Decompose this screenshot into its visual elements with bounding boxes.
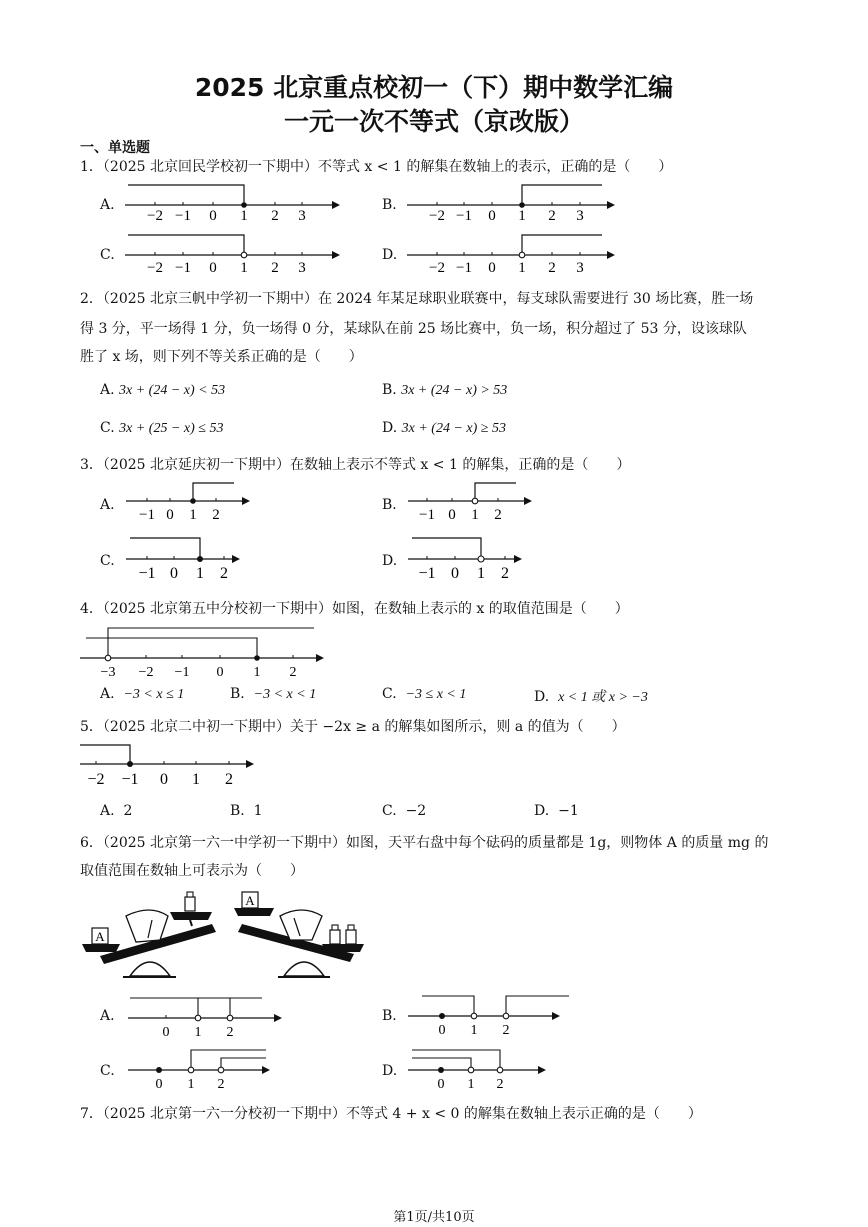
tick-label: −1	[175, 208, 191, 222]
tick-label: 1	[253, 665, 261, 680]
tick-label: 0	[209, 208, 217, 222]
question-4-text: 4．（2025 北京第五中分校初一下期中）如图，在数轴上表示的 x 的取值范围是（ ）	[80, 601, 629, 617]
tick-label: −2	[429, 260, 445, 274]
tick-label: 0	[216, 665, 224, 680]
tick-label: 0	[438, 1023, 446, 1038]
q1-option-b-label: B.	[382, 197, 397, 213]
option-expression: 2	[123, 803, 133, 819]
q3-number-line-c	[122, 533, 252, 581]
tick-label: 2	[217, 1077, 225, 1092]
tick-label: 2	[271, 260, 279, 274]
tick-label: 0	[166, 507, 174, 522]
q1-number-line-a	[120, 182, 340, 222]
tick-label: 3	[298, 260, 306, 274]
tick-label: 2	[271, 208, 279, 222]
q3-option-b-label: B.	[382, 497, 397, 513]
tick-label: 0	[155, 1077, 163, 1092]
option-expression: −3 < x < 1	[253, 687, 317, 702]
option-expression: 1	[253, 803, 263, 819]
tick-label: 0	[209, 260, 217, 274]
tick-label: −1	[456, 260, 472, 274]
option-label: D.	[382, 420, 398, 436]
option-expression: 3x + (24 − x) < 53	[119, 383, 226, 398]
tick-label: 1	[240, 208, 248, 222]
q1-number-line-b	[402, 182, 617, 222]
weight-icon	[185, 897, 195, 911]
tick-label: 2	[226, 1025, 234, 1040]
tick-label: 3	[298, 208, 306, 222]
tick-label: 2	[501, 565, 509, 581]
tick-label: 0	[162, 1025, 170, 1040]
tick-label: 1	[518, 208, 526, 222]
tick-label: 0	[488, 208, 496, 222]
option-expression: x < 1 或 x > −3	[558, 690, 648, 705]
q5-option-a	[100, 803, 132, 819]
tick-label: −2	[138, 665, 154, 680]
tick-label: 0	[437, 1077, 445, 1092]
q6-number-line-a	[124, 992, 289, 1040]
tick-label: −1	[121, 771, 139, 788]
tick-label: 2	[289, 665, 297, 680]
tick-label: 1	[187, 1077, 195, 1092]
tick-label: 0	[170, 565, 178, 581]
weight-icon	[346, 930, 356, 944]
tick-label: −1	[138, 565, 156, 581]
tick-label: 0	[488, 260, 496, 274]
tick-label: 2	[496, 1077, 504, 1092]
tick-label: −3	[100, 665, 116, 680]
option-expression: 3x + (24 − x) > 53	[401, 383, 508, 398]
tick-label: 0	[451, 565, 459, 581]
tick-label: −2	[429, 208, 445, 222]
option-label: B.	[230, 686, 245, 702]
q5-option-c	[382, 803, 426, 819]
q4-option-d	[534, 686, 648, 706]
question-6-line-2: 取值范围在数轴上可表示为（ ）	[80, 863, 304, 879]
option-label: C.	[382, 686, 397, 702]
question-3-text: 3．（2025 北京延庆初一下期中）在数轴上表示不等式 x < 1 的解集，正确的是（ ）	[80, 457, 631, 473]
q4-number-line	[78, 622, 328, 680]
tick-label: 2	[212, 507, 220, 522]
option-expression: 3x + (24 − x) ≥ 53	[401, 421, 506, 436]
q6-option-c-label: C.	[100, 1063, 115, 1079]
tick-label: 1	[467, 1077, 475, 1092]
tick-label: 1	[194, 1025, 202, 1040]
tick-label: −1	[419, 507, 435, 522]
question-2-line-1: 2．（2025 北京三帆中学初一下期中）在 2024 年某足球职业联赛中，每支球队需要进行 30 场比赛，胜一场	[80, 291, 754, 307]
q3-number-line-a	[122, 478, 252, 522]
section-heading: 一、单选题	[80, 140, 150, 156]
option-expression: −2	[405, 803, 427, 819]
question-2-line-3: 胜了 x 场，则下列不等关系正确的是（ ）	[80, 349, 363, 365]
option-label: A.	[100, 382, 115, 398]
q4-option-a	[100, 686, 184, 703]
option-expression: −1	[558, 803, 579, 819]
page-number: 第1页/共10页	[393, 1210, 475, 1225]
question-7-text: 7．（2025 北京第一六一分校初一下期中）不等式 4 + x < 0 的解集在数轴上表示正确的是（ ）	[80, 1106, 702, 1122]
q6-option-b-label: B.	[382, 1008, 397, 1024]
tick-label: 1	[189, 507, 197, 522]
q3-number-line-b	[404, 478, 534, 522]
tick-label: 2	[225, 771, 233, 788]
q6-number-line-b	[404, 992, 569, 1040]
q2-option-d	[382, 420, 506, 437]
page-title: 2025 北京重点校初一（下）期中数学汇编	[194, 73, 674, 102]
tick-label: 1	[240, 260, 248, 274]
page-subtitle: 一元一次不等式（京改版）	[283, 107, 584, 136]
question-6-line-1: 6．（2025 北京第一六一中学初一下期中）如图，天平右盘中每个砝码的质量都是 1g，则物体 A 的质量 mg 的	[80, 835, 769, 851]
tick-label: 0	[448, 507, 456, 522]
question-1-text: 1．（2025 北京回民学校初一下期中）不等式 x < 1 的解集在数轴上的表示，正确的是（ ）	[80, 159, 673, 175]
object-a-label: A	[95, 929, 105, 944]
q1-option-d-label: D.	[382, 247, 398, 263]
q6-number-line-d	[404, 1046, 554, 1094]
weight-icon	[330, 930, 340, 944]
tick-label: 1	[477, 565, 485, 581]
q5-option-b	[230, 803, 263, 819]
tick-label: 2	[220, 565, 228, 581]
tick-label: 2	[548, 208, 556, 222]
option-label: D.	[534, 689, 550, 705]
balance-scale-right	[228, 886, 378, 986]
tick-label: 1	[471, 507, 479, 522]
q2-option-a	[100, 382, 225, 399]
tick-label: 2	[494, 507, 502, 522]
q1-number-line-d	[402, 232, 617, 274]
tick-label: 1	[196, 565, 204, 581]
tick-label: −1	[418, 565, 436, 581]
tick-label: −1	[174, 665, 190, 680]
tick-label: 0	[160, 771, 168, 788]
q6-number-line-c	[124, 1046, 274, 1094]
option-label: C.	[100, 420, 115, 436]
q1-number-line-c	[120, 232, 340, 274]
tick-label: 3	[576, 208, 584, 222]
tick-label: −1	[139, 507, 155, 522]
q6-option-d-label: D.	[382, 1063, 398, 1079]
option-expression: −3 < x ≤ 1	[123, 687, 185, 702]
tick-label: 2	[502, 1023, 510, 1038]
tick-label: −2	[87, 771, 105, 788]
q2-option-b	[382, 382, 507, 399]
tick-label: −2	[147, 260, 163, 274]
tick-label: −2	[147, 208, 163, 222]
option-expression: −3 ≤ x < 1	[405, 687, 467, 702]
tick-label: 1	[192, 771, 200, 788]
option-label: C.	[382, 803, 397, 819]
option-label: B.	[230, 803, 245, 819]
q1-option-a-label: A.	[100, 197, 115, 213]
tick-label: 1	[470, 1023, 478, 1038]
object-a-label: A	[245, 893, 255, 908]
q6-option-a-label: A.	[100, 1008, 115, 1024]
option-label: A.	[100, 686, 115, 702]
q1-option-c-label: C.	[100, 247, 115, 263]
question-5-text: 5．（2025 北京二中初一下期中）关于 −2x ≥ a 的解集如图所示，则 a 的值为（ ）	[80, 719, 626, 735]
q4-option-b	[230, 686, 316, 703]
option-label: B.	[382, 382, 397, 398]
q2-option-c	[100, 420, 223, 437]
q5-option-d	[534, 803, 579, 819]
option-label: A.	[100, 803, 115, 819]
question-2-line-2: 得 3 分，平一场得 1 分，负一场得 0 分，某球队在前 25 场比赛中，负一场，积分超过了 53 分，设该球队	[80, 321, 747, 337]
q3-number-line-d	[404, 533, 534, 581]
tick-label: −1	[456, 208, 472, 222]
tick-label: 3	[576, 260, 584, 274]
q3-option-c-label: C.	[100, 553, 115, 569]
option-label: D.	[534, 803, 550, 819]
q3-option-d-label: D.	[382, 553, 398, 569]
tick-label: 2	[548, 260, 556, 274]
option-expression: 3x + (25 − x) ≤ 53	[119, 421, 224, 436]
tick-label: 1	[518, 260, 526, 274]
tick-label: −1	[175, 260, 191, 274]
q3-option-a-label: A.	[100, 497, 115, 513]
q5-number-line	[78, 740, 258, 788]
q4-option-c	[382, 686, 466, 703]
